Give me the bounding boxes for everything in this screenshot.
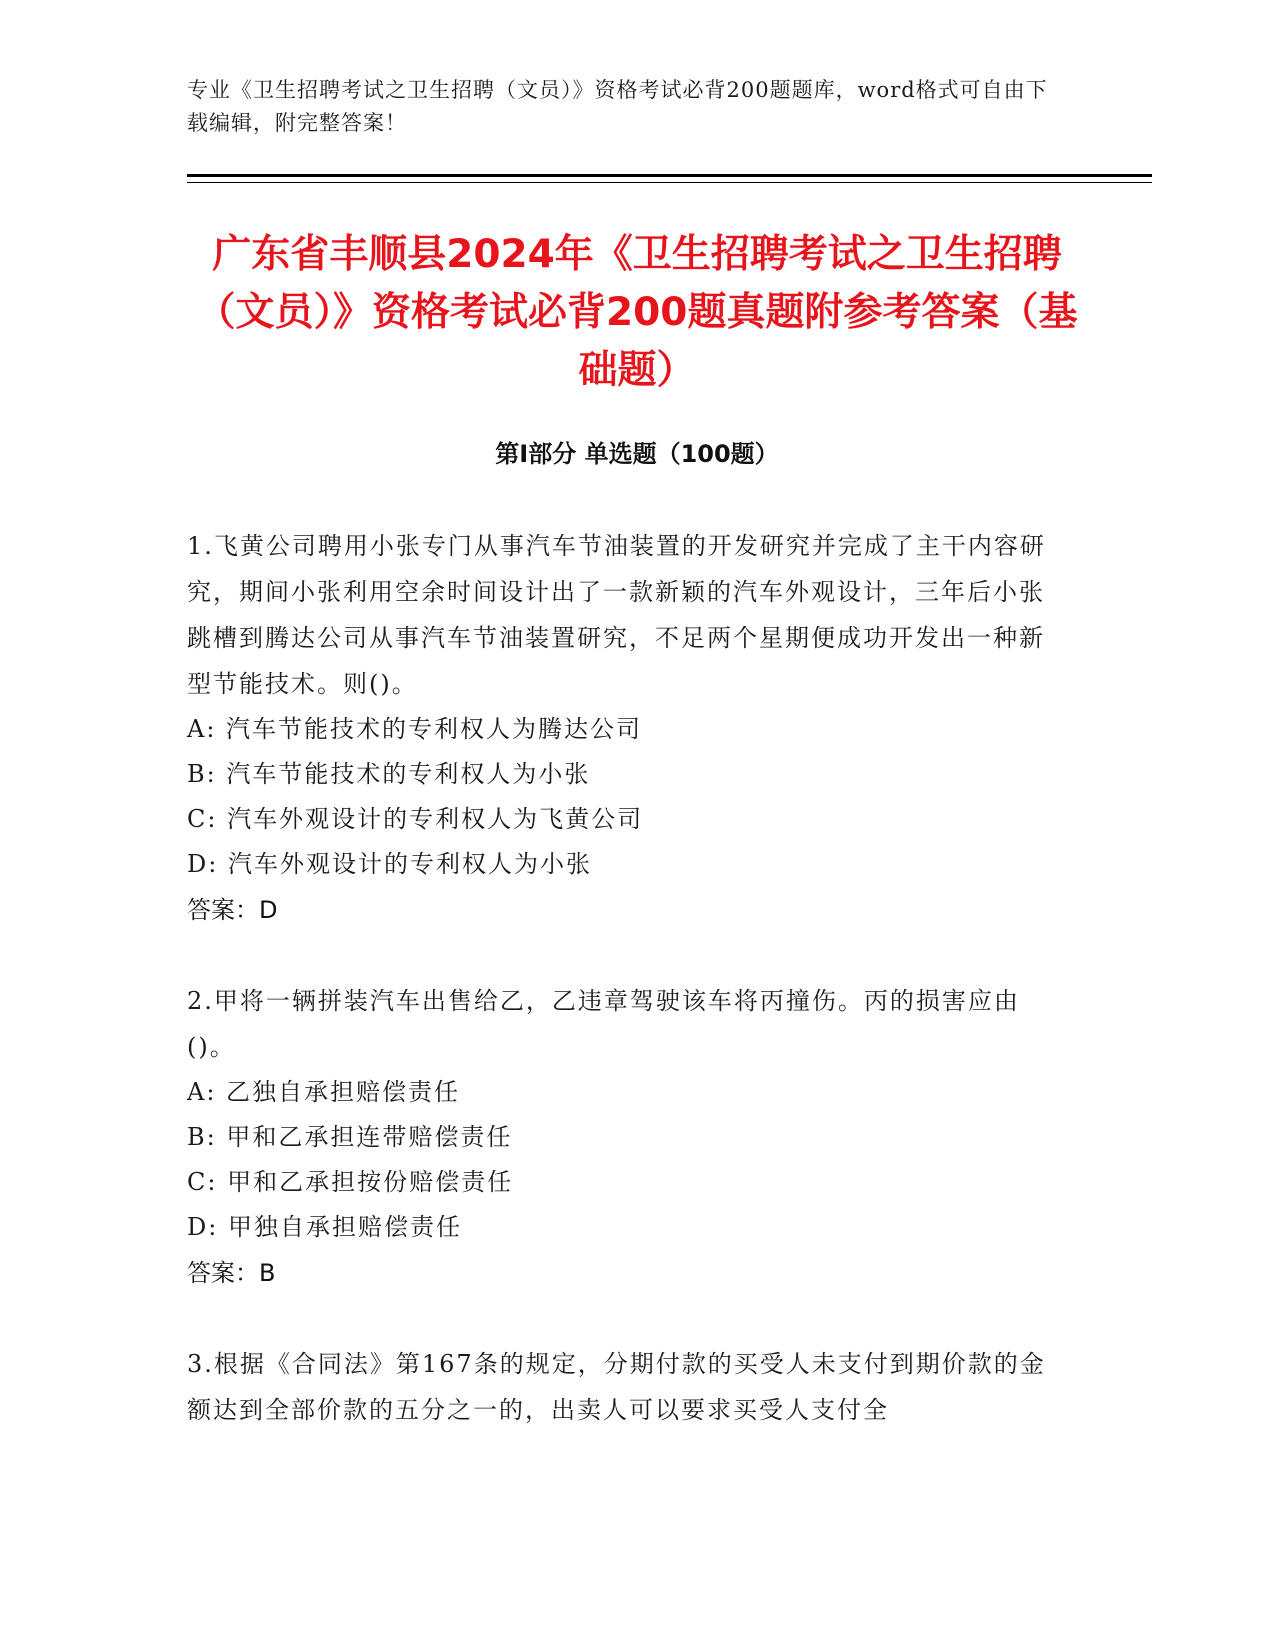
option-b: B: 甲和乙承担连带赔偿责任 — [187, 1123, 513, 1151]
question-1 — [187, 523, 1067, 933]
header-divider-thick — [187, 174, 1152, 177]
question-3 — [187, 1341, 1067, 1433]
option-d: D: 甲独自承担赔偿责任 — [187, 1213, 462, 1241]
answer-text: 答案：B — [187, 1259, 276, 1287]
header-note: 专业《卫生招聘考试之卫生招聘（文员）》资格考试必背200题题库，word格式可自由下载编辑，附完整答案！ — [187, 78, 1048, 135]
document-title: 广东省丰顺县2024年《卫生招聘考试之卫生招聘（文员）》资格考试必背200题真题附参考答案（基础题） — [196, 232, 1078, 393]
question-stem: 3.根据《合同法》第167条的规定，分期付款的买受人未支付到期价款的金额达到全部价款的五分之一的，出卖人可以要求买受人支付全 — [187, 1350, 1046, 1424]
option-d: D: 汽车外观设计的专利权人为小张 — [187, 850, 592, 878]
option-a: A: 汽车节能技术的专利权人为腾达公司 — [187, 715, 643, 743]
header-divider-thin — [187, 182, 1152, 183]
question-stem: 2.甲将一辆拼装汽车出售给乙，乙违章驾驶该车将丙撞伤。丙的损害应由()。 — [187, 987, 1020, 1061]
section-heading: 第I部分 单选题（100题） — [495, 440, 779, 468]
option-c: C: 汽车外观设计的专利权人为飞黄公司 — [187, 805, 644, 833]
question-stem: 1.飞黄公司聘用小张专门从事汽车节油装置的开发研究并完成了主干内容研究，期间小张利用空余时间设计出了一款新颖的汽车外观设计，三年后小张跳槽到腾达公司从事汽车节油装置研究，不足两个星期便成功开发出一种新型节能技术。则()。 — [187, 532, 1046, 698]
answer-text: 答案：D — [187, 896, 278, 924]
question-2 — [187, 978, 1067, 1296]
question-list — [187, 523, 1067, 1478]
option-b: B: 汽车节能技术的专利权人为小张 — [187, 760, 591, 788]
option-c: C: 甲和乙承担按份赔偿责任 — [187, 1168, 514, 1196]
option-a: A: 乙独自承担赔偿责任 — [187, 1078, 461, 1106]
